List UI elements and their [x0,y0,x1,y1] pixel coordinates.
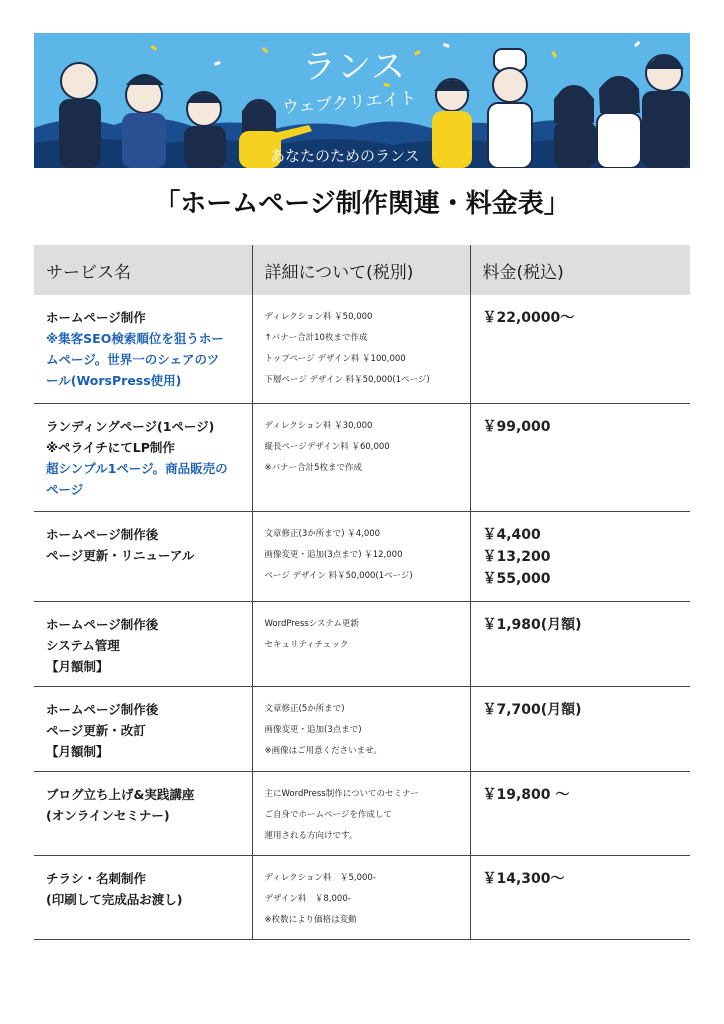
details-cell [252,771,470,855]
detail-line: ↑バナー合計10枚まで作成 [264,333,368,343]
service-line: システム管理 [46,637,120,653]
service-line: ホームページ制作 [46,310,146,325]
price-table [34,245,690,940]
service-line: ホームページ制作後 [46,616,159,632]
detail-line: セキュリティチェック [264,639,349,650]
banner-subbrand: ウェブクリエイト [281,88,418,118]
service-cell [34,686,252,771]
service-note-line: ール(WorsPress使用) [46,373,182,388]
detail-line: 文章修正(5か所まで) [264,703,345,714]
price-value: ￥22,0000〜 [482,310,575,326]
detail-line: ご自身でホームページを作成して [264,809,392,820]
price-value: ￥99,000 [482,418,551,435]
detail-line: 画像変更・追加(3点まで) ￥12,000 [264,549,403,560]
price-cell [470,601,690,686]
detail-line: WordPressシステム更新 [264,618,359,629]
detail-line: デザイン料 ￥8,000- [264,893,351,904]
details-cell [252,403,470,511]
service-line: ランディングページ(1ページ) [46,418,215,434]
details-cell [252,855,470,939]
service-line: (印刷して完成品お渡し) [46,891,183,907]
service-note-line: ページ [46,481,84,497]
detail-line: ディレクション料 ￥5,000- [264,872,376,883]
details-cell [252,601,470,686]
price-cell [470,511,690,601]
detail-line: 運用される方向けです。 [264,830,358,841]
details-cell [252,511,470,601]
detail-line: トップページ デザイン料 ￥100,000 [264,354,406,364]
price-value: ￥13,200 [482,548,551,565]
service-line: チラシ・名刺制作 [46,870,147,886]
table-row [34,601,690,686]
detail-line: ディレクション料 ￥30,000 [264,420,373,431]
price-cell [470,686,690,771]
detail-line: 画像変更・追加(3点まで) [264,724,362,735]
header-details: 詳細について(税別) [252,245,470,295]
price-cell [470,295,690,403]
details-cell [252,686,470,771]
service-line: ブログ立ち上げ&実践講座 [46,786,195,802]
detail-line: ※バナー合計5枚まで作成 [264,462,363,473]
service-cell [34,855,252,939]
table-row [34,686,690,771]
service-note-line: 超シンプル1ページ。商品販売の [46,460,228,476]
service-cell [34,403,252,511]
price-value: ￥19,800 〜 [482,786,570,803]
service-note-line: ※集客SEO検索順位を狙うホー [46,331,224,346]
header-service: サービス名 [34,245,252,295]
detail-line: 下層ページ デザイン 料￥50,000(1ページ) [264,375,430,385]
detail-line: 主にWordPress制作についてのセミナー [264,788,420,799]
service-line: ホームページ制作後 [46,701,159,717]
price-cell [470,855,690,939]
service-cell [34,295,252,403]
table-row [34,771,690,855]
detail-line: ページ デザイン 料￥50,000(1ページ) [264,570,413,581]
service-cell [34,771,252,855]
hero-banner [34,33,690,168]
service-line: ページ更新・改訂 [46,722,146,738]
service-line: ページ更新・リニューアル [46,547,195,563]
details-cell [252,295,470,403]
service-line: 【月額制】 [46,658,109,674]
service-cell [34,511,252,601]
detail-line: ※画像はご用意くださいませ。 [264,745,382,756]
detail-line: ディレクション料 ￥50,000 [264,312,373,322]
page-title: 「ホームページ制作関連・料金表」 [154,189,570,219]
service-line: (オンラインセミナー) [46,807,170,823]
detail-line: 文章修正(3か所まで) ￥4,000 [264,528,381,539]
price-value: ￥55,000 [482,570,551,587]
table-row [34,511,690,601]
service-line: ※ペライチにてLP制作 [46,439,175,455]
table-row [34,855,690,939]
banner-brand: ランス [302,47,406,87]
service-line: ホームページ制作後 [46,526,159,542]
price-value: ￥4,400 [482,526,541,543]
table-row [34,295,690,403]
price-value: ￥14,300〜 [482,870,565,887]
banner-tagline: あなたのためのランス [270,147,420,165]
service-note-line: ムページ。世界一のシェアのツ [46,352,220,367]
price-value: ￥1,980(月額) [482,616,582,633]
price-table-header [34,245,690,295]
detail-line: 縦長ページデザイン料 ￥60,000 [264,441,390,452]
service-line: 【月額制】 [46,743,109,759]
price-value: ￥7,700(月額) [482,701,582,718]
table-row [34,403,690,511]
header-price: 料金(税込) [470,245,690,295]
service-cell [34,601,252,686]
price-cell [470,771,690,855]
detail-line: ※枚数により価格は変動 [264,914,357,925]
price-cell [470,403,690,511]
